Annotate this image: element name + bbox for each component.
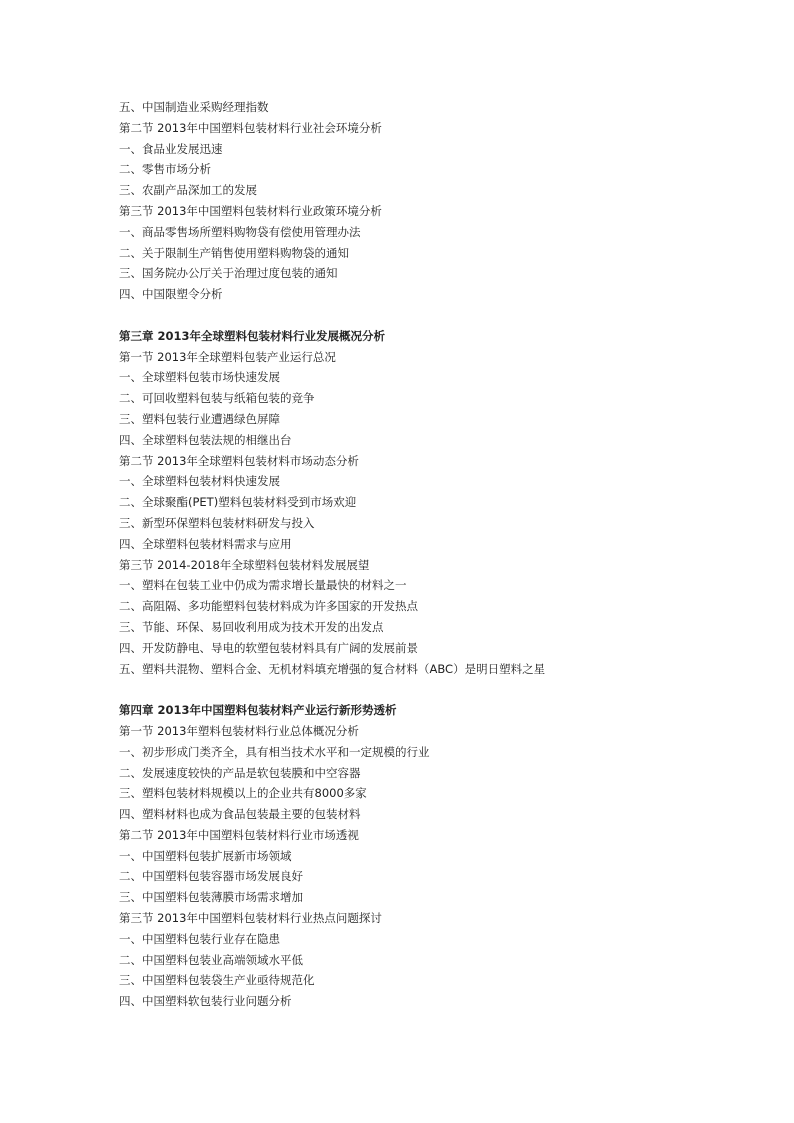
section-gap xyxy=(119,305,759,326)
toc-line: 一、初步形成门类齐全，具有相当技术水平和一定规模的行业 xyxy=(119,744,430,759)
toc-line: 三、中国塑料包装袋生产业亟待规范化 xyxy=(119,973,315,988)
toc-line: 三、节能、环保、易回收利用成为技术开发的出发点 xyxy=(119,619,384,634)
toc-line: 第三节 2014-2018年全球塑料包装材料发展展望 xyxy=(119,557,370,572)
section-gap xyxy=(119,679,759,700)
toc-line: 四、中国限塑令分析 xyxy=(119,287,223,302)
toc-line: 第二节 2013年全球塑料包装材料市场动态分析 xyxy=(119,453,359,468)
toc-line: 二、发展速度较快的产品是软包装膜和中空容器 xyxy=(119,765,361,780)
toc-line: 五、中国制造业采购经理指数 xyxy=(119,100,269,114)
toc-line: 三、新型环保塑料包装材料研发与投入 xyxy=(119,515,315,530)
toc-line: 第二节 2013年中国塑料包装材料行业社会环境分析 xyxy=(119,120,382,135)
toc-line: 四、开发防静电、导电的软塑包装材料具有广阔的发展前景 xyxy=(119,640,418,655)
toc-line: 第三节 2013年中国塑料包装材料行业政策环境分析 xyxy=(119,203,382,218)
toc-line: 三、塑料包装行业遭遇绿色屏障 xyxy=(119,411,280,426)
chapter-heading: 第四章 2013年中国塑料包装材料产业运行新形势透析 xyxy=(119,703,397,718)
toc-line: 二、关于限制生产销售使用塑料购物袋的通知 xyxy=(119,245,349,260)
toc-line: 四、中国塑料软包装行业问题分析 xyxy=(119,994,292,1009)
toc-line: 四、全球塑料包装法规的相继出台 xyxy=(119,432,292,447)
chapter-heading: 第三章 2013年全球塑料包装材料行业发展概况分析 xyxy=(119,328,386,343)
toc-line: 第一节 2013年全球塑料包装产业运行总况 xyxy=(119,349,336,364)
toc-line: 第一节 2013年塑料包装材料行业总体概况分析 xyxy=(119,723,359,738)
toc-line: 五、塑料共混物、塑料合金、无机材料填充增强的复合材料（ABC）是明日塑料之星 xyxy=(119,661,546,676)
toc-line: 二、零售市场分析 xyxy=(119,162,211,177)
toc-line: 第三节 2013年中国塑料包装材料行业热点问题探讨 xyxy=(119,911,382,926)
toc-line: 一、食品业发展迅速 xyxy=(119,141,223,156)
toc-line: 第二节 2013年中国塑料包装材料行业市场透视 xyxy=(119,827,359,842)
toc-line: 三、农副产品深加工的发展 xyxy=(119,183,257,198)
toc-line: 一、塑料在包装工业中仍成为需求增长量最快的材料之一 xyxy=(119,578,407,593)
toc-line: 二、中国塑料包装容器市场发展良好 xyxy=(119,869,303,884)
toc-line: 一、中国塑料包装扩展新市场领域 xyxy=(119,848,292,863)
toc-line: 二、可回收塑料包装与纸箱包装的竞争 xyxy=(119,391,315,406)
toc-line: 四、塑料材料也成为食品包装最主要的包装材料 xyxy=(119,807,361,822)
toc-line: 一、中国塑料包装行业存在隐患 xyxy=(119,931,280,946)
toc-line: 三、国务院办公厅关于治理过度包装的通知 xyxy=(119,266,338,281)
toc-line: 三、塑料包装材料规模以上的企业共有8000多家 xyxy=(119,786,367,801)
table-of-contents xyxy=(119,97,759,1012)
toc-line: 一、全球塑料包装市场快速发展 xyxy=(119,370,280,385)
toc-line: 三、中国塑料包装薄膜市场需求增加 xyxy=(119,890,303,905)
toc-line: 二、中国塑料包装业高端领域水平低 xyxy=(119,952,303,967)
toc-line: 四、全球塑料包装材料需求与应用 xyxy=(119,536,292,551)
toc-line: 二、全球聚酯(PET)塑料包装材料受到市场欢迎 xyxy=(119,495,357,510)
toc-line: 二、高阻隔、多功能塑料包装材料成为许多国家的开发热点 xyxy=(119,599,418,614)
toc-line: 一、商品零售场所塑料购物袋有偿使用管理办法 xyxy=(119,224,361,239)
toc-line: 一、全球塑料包装材料快速发展 xyxy=(119,474,280,489)
